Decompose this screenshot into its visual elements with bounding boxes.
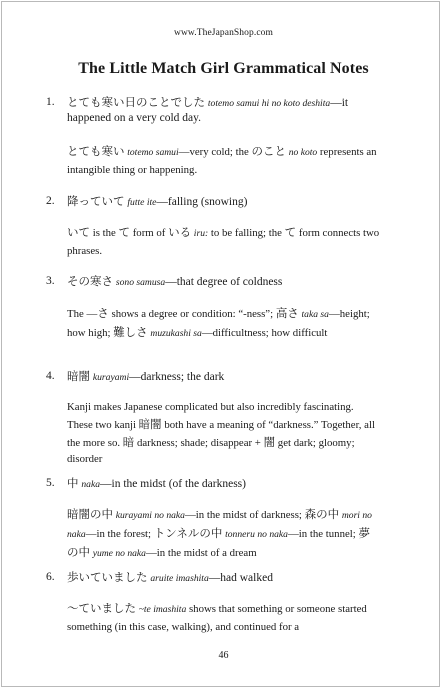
note-1-p6: represents an intangible thing or happening.	[67, 146, 377, 176]
note-6-romaji: aruite imashita	[150, 573, 209, 584]
note-3-p3: shows a degree or condition: “-ness”;	[108, 308, 276, 320]
note-5-p3: —in the midst of darkness;	[184, 509, 305, 521]
note-3-paragraph	[67, 305, 380, 343]
note-3-heading	[67, 274, 382, 290]
note-2-p1: いて	[67, 225, 90, 239]
note-2-p3: て	[118, 225, 130, 239]
note-5-p7: トンネルの中	[153, 525, 223, 540]
note-4-p5: darkness; shade; disappear +	[134, 436, 264, 449]
note-5-p1: 暗闇の中	[67, 507, 113, 521]
note-2-p9: form connects two phrases.	[67, 227, 380, 257]
note-5-number: 5.	[46, 477, 55, 489]
note-2-gloss: —falling (snowing)	[156, 196, 248, 208]
note-3-p5: taka sa	[301, 309, 329, 320]
note-2-p2: is the	[90, 227, 119, 239]
note-3-p2: さ	[97, 306, 109, 320]
note-6-number: 6.	[46, 571, 55, 583]
note-4-gloss: —darkness; the dark	[129, 371, 225, 383]
note-2-p6: iru:	[193, 228, 209, 239]
note-6-gloss: —had walked	[208, 572, 273, 584]
note-2-paragraph	[67, 224, 380, 260]
note-5-p9: —in the tunnel;	[287, 527, 359, 540]
note-2-romaji: futte ite	[127, 197, 157, 208]
note-4-p7: get dark; gloomy; disorder	[67, 436, 355, 466]
note-4-jp: 暗闇	[67, 369, 90, 383]
note-5-p8: tonneru no naka	[225, 528, 288, 540]
note-1-p1: とても寒い	[67, 144, 125, 158]
note-6-p3: shows that something or someone started something (in this case, walking), and continued for a	[67, 603, 367, 633]
note-4-p4: 暗	[122, 434, 135, 449]
note-1-p5: no koto	[288, 147, 318, 158]
note-5-p6: —in the forest;	[85, 527, 154, 540]
note-3-jp: その寒さ	[67, 274, 113, 288]
note-5-p12: —in the midst of a dream	[145, 546, 257, 559]
note-5-p10: 夢の中	[67, 525, 370, 559]
note-3-p9: —difficultness; how difficult	[201, 326, 328, 339]
note-4-heading	[67, 369, 382, 385]
note-3-number: 3.	[46, 275, 55, 287]
note-2-p8: て	[284, 225, 297, 239]
note-5-romaji: naka	[81, 479, 101, 490]
note-6-heading	[67, 570, 382, 586]
note-5-gloss: —in the midst (of the darkness)	[100, 478, 246, 490]
page	[1, 1, 440, 687]
note-4-paragraph	[67, 399, 380, 468]
note-2-p5: いる	[168, 225, 192, 239]
note-1-gloss: —it happened on a very cold day.	[67, 97, 349, 124]
note-2-jp: 降っていて	[67, 194, 125, 208]
note-6-p2: ~te imashita	[138, 604, 187, 615]
note-5-jp: 中	[67, 476, 79, 490]
note-5-paragraph	[67, 506, 380, 562]
note-3-p4: 高さ	[275, 306, 299, 320]
note-3-gloss: —that degree of coldness	[165, 276, 283, 288]
note-4-p6: 闇	[263, 434, 276, 449]
note-5-p4: 森の中	[304, 507, 340, 521]
note-4-p2: 暗闇	[138, 416, 162, 431]
note-3-p8: muzukashi sa	[150, 327, 202, 339]
note-1-romaji: totemo samui hi no koto deshita	[207, 98, 331, 109]
note-1-p2: totemo samui	[127, 147, 179, 158]
note-5-p11: yume no naka	[92, 547, 146, 559]
note-5-heading	[67, 476, 382, 492]
note-1-heading	[67, 95, 382, 126]
note-6-p1: 〜ていました	[67, 601, 136, 615]
note-2-p4: form of	[130, 227, 169, 239]
note-4-romaji: kurayami	[92, 372, 130, 383]
note-4-number: 4.	[46, 370, 55, 382]
note-1-paragraph	[67, 143, 380, 179]
note-3-romaji: sono samusa	[115, 277, 166, 288]
note-1-jp: とても寒い日のことでした	[67, 95, 205, 109]
note-1-number: 1.	[46, 96, 55, 108]
note-3-p1: The —	[67, 308, 98, 320]
note-4-p1: Kanji makes Japanese complicated but also incredibly fascinating. These two kanji	[67, 401, 354, 431]
note-4-p3: both have a meaning of “darkness.” Together, all the more so.	[67, 418, 375, 449]
note-2-heading	[67, 194, 382, 210]
note-5-p2: kurayami no naka	[115, 510, 185, 521]
note-6-paragraph	[67, 600, 380, 636]
page-title: The Little Match Girl Grammatical Notes	[78, 60, 369, 77]
note-3-p6: —height; how high;	[67, 308, 370, 339]
site-url: www.TheJapanShop.com	[173, 28, 273, 38]
note-3-p7: 難しさ	[113, 324, 148, 339]
note-6-jp: 歩いていました	[67, 570, 148, 584]
note-2-p7: to be falling; the	[208, 227, 285, 239]
note-5-p5: mori no naka	[67, 510, 372, 540]
page-number: 46	[218, 650, 229, 661]
note-1-p3: —very cold; the	[178, 146, 252, 158]
note-2-number: 2.	[46, 195, 55, 207]
note-1-p4: のこと	[251, 144, 286, 158]
